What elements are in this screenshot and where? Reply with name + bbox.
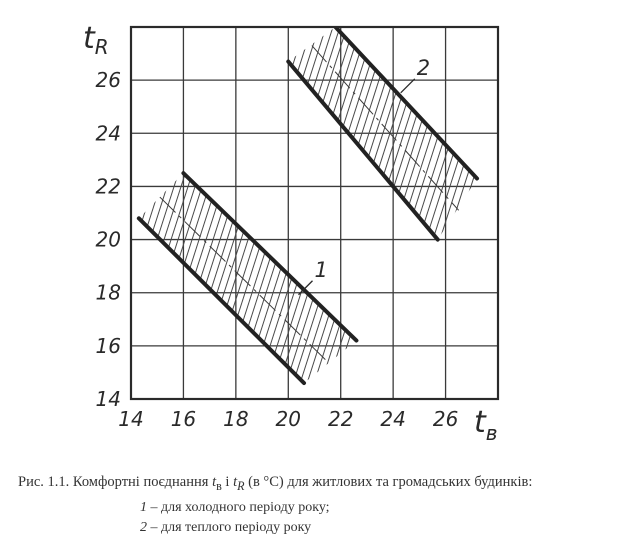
- caption-var2-sub: R: [237, 478, 245, 493]
- band-1: [0, 163, 490, 393]
- legend-item-1-text: – для холодного періоду року;: [147, 500, 330, 515]
- caption-var2: t: [233, 474, 238, 490]
- x-tick-14: 14: [118, 407, 144, 431]
- y-tick-22: 22: [95, 174, 121, 199]
- y-tick-26: 26: [95, 68, 121, 93]
- band-1-hatch: [0, 163, 490, 393]
- caption-prefix: Рис. 1.1. Комфортні поєднання: [18, 474, 213, 490]
- y-tick-18: 18: [95, 280, 121, 305]
- band-2-lower-edge: [288, 62, 437, 240]
- figure-caption: [18, 474, 638, 494]
- band-2-upper-edge: [335, 27, 477, 178]
- band-1-label: 1: [314, 257, 328, 282]
- y-tick-16: 16: [95, 333, 121, 358]
- caption-units: (в °С) для житлових та громадських будинків:: [244, 474, 533, 490]
- caption-var1: t: [212, 474, 217, 490]
- y-axis-label: [83, 21, 109, 59]
- y-axis-label-sub: R: [94, 35, 109, 59]
- x-tick-22: 22: [327, 407, 354, 431]
- band-labels: [299, 56, 431, 295]
- legend-item-1: [140, 500, 330, 516]
- y-tick-14: 14: [95, 387, 121, 411]
- band-2-centerline: [312, 46, 459, 211]
- band-1-upper-edge: [183, 173, 356, 340]
- x-axis-label-base: t: [474, 405, 486, 440]
- y-tick-24: 24: [95, 121, 121, 146]
- legend-item-1-num: 1: [140, 500, 147, 515]
- x-tick-16: 16: [170, 407, 197, 431]
- caption-var1-sub: в: [216, 478, 222, 493]
- legend-item-2-text: – для теплого періоду року: [147, 520, 312, 535]
- band-1-centerline: [160, 197, 328, 362]
- y-tick-labels: [96, 68, 121, 411]
- x-tick-26: 26: [432, 407, 459, 431]
- y-tick-20: 20: [95, 227, 121, 252]
- x-tick-20: 20: [275, 407, 302, 431]
- y-axis-label-base: t: [83, 21, 95, 56]
- x-tick-24: 24: [380, 407, 406, 431]
- x-tick-labels: [118, 407, 458, 431]
- x-axis-label-sub: в: [485, 421, 498, 445]
- x-tick-18: 18: [223, 407, 249, 431]
- band-2-leader: [401, 79, 415, 93]
- band-2-label: 2: [416, 55, 431, 80]
- caption-middle: і: [221, 474, 234, 490]
- legend-item-2-num: 2: [140, 520, 147, 535]
- x-axis-label: [474, 405, 498, 445]
- legend-item-2: [140, 520, 311, 536]
- band-1-lower-edge: [139, 218, 304, 383]
- bands: [0, 17, 609, 393]
